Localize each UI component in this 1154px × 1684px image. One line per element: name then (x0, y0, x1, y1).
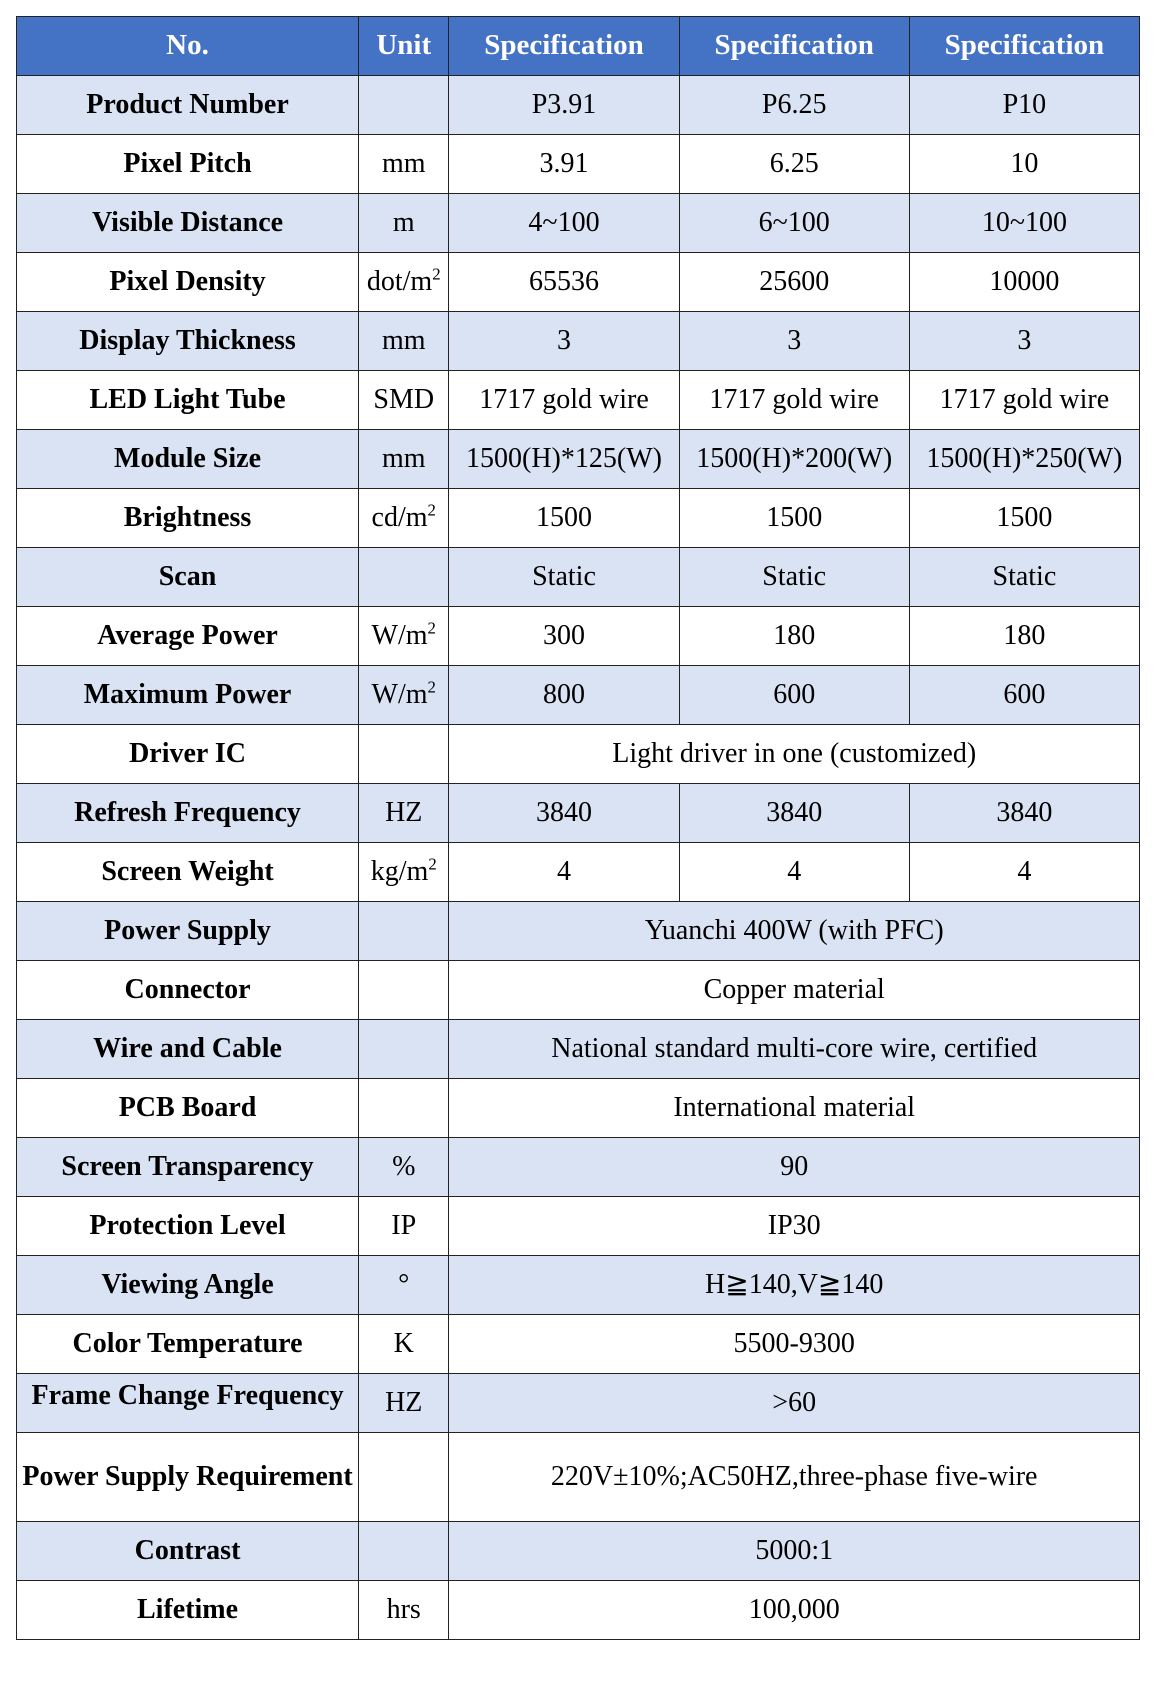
spec-value-2: 4 (679, 843, 909, 902)
table-row (17, 1020, 1140, 1079)
unit-text: ° (398, 1268, 410, 1300)
header-spec-1: Specification (449, 17, 679, 76)
spec-value-3: 4 (909, 843, 1139, 902)
parameter-name: Maximum Power (17, 666, 359, 725)
parameter-name: Module Size (17, 430, 359, 489)
parameter-name: Connector (17, 961, 359, 1020)
spec-value-3: 3 (909, 312, 1139, 371)
spec-value-2: 25600 (679, 253, 909, 312)
unit-text: hrs (386, 1593, 421, 1625)
parameter-name: Viewing Angle (17, 1256, 359, 1315)
unit-text: mm (381, 324, 426, 356)
unit-text: mm (381, 442, 426, 474)
parameter-name: Power Supply (17, 902, 359, 961)
table-row (17, 430, 1140, 489)
unit-superscript: 2 (427, 618, 436, 638)
spec-table-body (17, 76, 1140, 1640)
spec-value-1: 1500 (449, 489, 679, 548)
spec-value-2: 3840 (679, 784, 909, 843)
table-row (17, 194, 1140, 253)
unit-superscript: 2 (427, 500, 436, 520)
unit-cell (359, 961, 449, 1020)
unit-text: W/m (371, 619, 428, 651)
parameter-name: Brightness (17, 489, 359, 548)
parameter-name: Scan (17, 548, 359, 607)
unit-cell (359, 1256, 449, 1315)
table-row (17, 312, 1140, 371)
unit-superscript: 2 (432, 264, 441, 284)
table-row (17, 1433, 1140, 1522)
unit-cell (359, 1433, 449, 1522)
spec-value-2: 3 (679, 312, 909, 371)
parameter-name: Display Thickness (17, 312, 359, 371)
unit-cell (359, 1020, 449, 1079)
unit-cell (359, 784, 449, 843)
table-row (17, 725, 1140, 784)
table-row (17, 784, 1140, 843)
unit-superscript: 2 (428, 854, 437, 874)
parameter-name: Color Temperature (17, 1315, 359, 1374)
table-row (17, 961, 1140, 1020)
spec-value-1: 4~100 (449, 194, 679, 253)
table-row (17, 253, 1140, 312)
spec-value-1: 800 (449, 666, 679, 725)
spec-value-2: 1717 gold wire (679, 371, 909, 430)
unit-text: cd/m (371, 501, 428, 533)
unit-text: HZ (385, 796, 423, 828)
parameter-name: LED Light Tube (17, 371, 359, 430)
merged-spec-value: 90 (449, 1138, 1140, 1197)
table-row (17, 902, 1140, 961)
unit-cell (359, 666, 449, 725)
merged-spec-value: Copper material (449, 961, 1140, 1020)
parameter-name: Contrast (17, 1522, 359, 1581)
unit-cell (359, 1079, 449, 1138)
spec-value-1: 300 (449, 607, 679, 666)
table-row (17, 1581, 1140, 1640)
table-row (17, 1374, 1140, 1433)
unit-text: W/m (371, 678, 428, 710)
spec-value-3: Static (909, 548, 1139, 607)
spec-value-2: Static (679, 548, 909, 607)
unit-cell (359, 1374, 449, 1433)
spec-value-3: 180 (909, 607, 1139, 666)
parameter-name: Protection Level (17, 1197, 359, 1256)
header-spec-3: Specification (909, 17, 1139, 76)
unit-cell (359, 430, 449, 489)
parameter-name-text: Frame Change Frequency (31, 1380, 344, 1411)
table-row (17, 1256, 1140, 1315)
table-row (17, 843, 1140, 902)
table-row (17, 607, 1140, 666)
unit-cell (359, 548, 449, 607)
spec-value-3: 600 (909, 666, 1139, 725)
parameter-name: Pixel Pitch (17, 135, 359, 194)
spec-value-2: 1500(H)*200(W) (679, 430, 909, 489)
merged-spec-value: National standard multi-core wire, certified (449, 1020, 1140, 1079)
spec-value-2: 180 (679, 607, 909, 666)
unit-cell (359, 843, 449, 902)
spec-value-2: P6.25 (679, 76, 909, 135)
spec-value-1: 3 (449, 312, 679, 371)
spec-value-2: 1500 (679, 489, 909, 548)
unit-cell (359, 1581, 449, 1640)
parameter-name: Visible Distance (17, 194, 359, 253)
header-spec-2: Specification (679, 17, 909, 76)
table-row (17, 489, 1140, 548)
unit-cell (359, 253, 449, 312)
unit-text: K (393, 1327, 414, 1359)
unit-cell (359, 135, 449, 194)
unit-cell (359, 1138, 449, 1197)
parameter-name: Product Number (17, 76, 359, 135)
parameter-name: PCB Board (17, 1079, 359, 1138)
table-row (17, 1197, 1140, 1256)
spec-value-1: 3840 (449, 784, 679, 843)
unit-cell (359, 312, 449, 371)
merged-spec-value: 5500-9300 (449, 1315, 1140, 1374)
spec-value-3: 1717 gold wire (909, 371, 1139, 430)
parameter-name: Power Supply Requirement (17, 1433, 359, 1522)
spec-value-3: 10 (909, 135, 1139, 194)
spec-value-3: 10~100 (909, 194, 1139, 253)
unit-cell (359, 76, 449, 135)
spec-table (16, 16, 1140, 1640)
parameter-name: Refresh Frequency (17, 784, 359, 843)
unit-cell (359, 1197, 449, 1256)
table-row (17, 1079, 1140, 1138)
unit-superscript: 2 (427, 677, 436, 697)
parameter-name: Wire and Cable (17, 1020, 359, 1079)
header-no: No. (17, 17, 359, 76)
unit-cell (359, 902, 449, 961)
spec-value-1: P3.91 (449, 76, 679, 135)
table-row (17, 1138, 1140, 1197)
spec-value-3: 1500 (909, 489, 1139, 548)
spec-table-container (16, 16, 1140, 1640)
table-row (17, 548, 1140, 607)
spec-value-1: 3.91 (449, 135, 679, 194)
merged-spec-value: 100,000 (449, 1581, 1140, 1640)
table-row (17, 76, 1140, 135)
table-row (17, 666, 1140, 725)
spec-value-3: 3840 (909, 784, 1139, 843)
spec-value-2: 6~100 (679, 194, 909, 253)
parameter-name: Lifetime (17, 1581, 359, 1640)
unit-text: % (392, 1150, 416, 1182)
merged-spec-value: Light driver in one (customized) (449, 725, 1140, 784)
spec-value-1: Static (449, 548, 679, 607)
merged-spec-value: >60 (449, 1374, 1140, 1433)
unit-text: SMD (373, 383, 435, 415)
header-unit: Unit (359, 17, 449, 76)
merged-spec-value: Yuanchi 400W (with PFC) (449, 902, 1140, 961)
unit-cell (359, 725, 449, 784)
spec-value-1: 1717 gold wire (449, 371, 679, 430)
unit-text: dot/m (366, 265, 433, 297)
unit-text: mm (381, 147, 426, 179)
table-row (17, 1315, 1140, 1374)
header-row (17, 17, 1140, 76)
table-row (17, 1522, 1140, 1581)
parameter-name: Average Power (17, 607, 359, 666)
unit-cell (359, 1315, 449, 1374)
parameter-name: Pixel Density (17, 253, 359, 312)
table-row (17, 371, 1140, 430)
merged-spec-value: 5000:1 (449, 1522, 1140, 1581)
spec-value-2: 6.25 (679, 135, 909, 194)
unit-text: kg/m (370, 855, 429, 887)
merged-spec-value: IP30 (449, 1197, 1140, 1256)
parameter-name (17, 1374, 359, 1433)
merged-spec-value: H≧140,V≧140 (449, 1256, 1140, 1315)
merged-spec-value: 220V±10%;AC50HZ,three-phase five-wire (449, 1433, 1140, 1522)
unit-text: HZ (385, 1386, 423, 1418)
unit-cell (359, 194, 449, 253)
unit-text: IP (391, 1209, 417, 1241)
parameter-name: Screen Weight (17, 843, 359, 902)
spec-value-3: 1500(H)*250(W) (909, 430, 1139, 489)
spec-value-3: 10000 (909, 253, 1139, 312)
merged-spec-value: International material (449, 1079, 1140, 1138)
spec-value-3: P10 (909, 76, 1139, 135)
unit-text: m (392, 206, 415, 238)
unit-cell (359, 1522, 449, 1581)
unit-cell (359, 607, 449, 666)
parameter-name: Screen Transparency (17, 1138, 359, 1197)
unit-cell (359, 371, 449, 430)
spec-value-1: 1500(H)*125(W) (449, 430, 679, 489)
table-row (17, 135, 1140, 194)
spec-value-2: 600 (679, 666, 909, 725)
parameter-name: Driver IC (17, 725, 359, 784)
unit-cell (359, 489, 449, 548)
spec-value-1: 4 (449, 843, 679, 902)
spec-value-1: 65536 (449, 253, 679, 312)
